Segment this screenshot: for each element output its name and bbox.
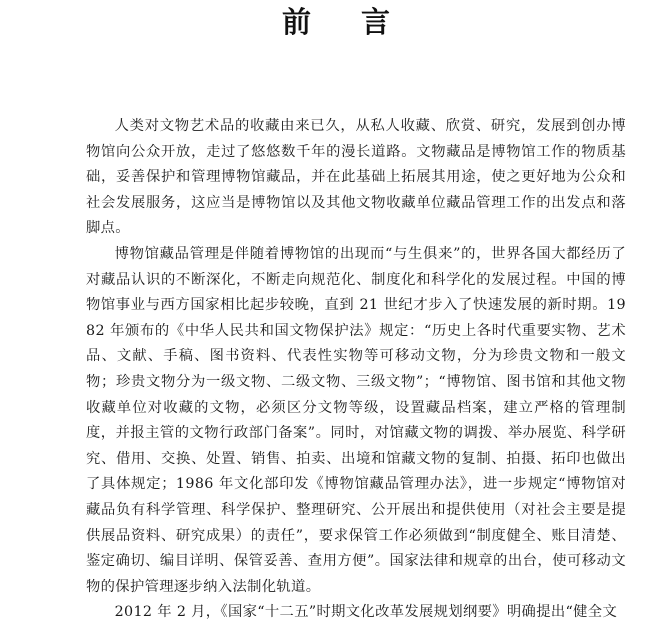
page-title: 前 言 [281, 5, 411, 39]
paragraph-3: 2012 年 2 月，《国家“十二五”时期文化改革发展规划纲要》明确提出“健全文 [114, 604, 618, 621]
paragraph-1: 人类对文物艺术品的收藏由来已久，从私人收藏、欣赏、研究，发展到创办博物馆向公众开放，走过了悠悠数千年的漫长道路。文物藏品是博物馆工作的物质基础，妥善保护和管理博物馆藏品，并在此基础上拓展其用途，使之更好地为公众和社会发展服务，这应当是博物馆以及其他文物收藏单位藏品管理工作的出发点和落脚点。 [86, 118, 626, 237]
body-text [86, 114, 626, 626]
paragraph-2: 博物馆藏品管理是伴随着博物馆的出现而“与生俱来”的，世界各国大都经历了对藏品认识的不断深化，不断走向规范化、制度化和科学化的发展过程。中国的博物馆事业与西方国家相比起步较晚，直到 21 世纪才步入了快速发展的新时期。1982 年颁布的《中华人民共和国文物保护法》规定：“历史上各时代重要实物、艺术品、文献、手稿、图书资料、代表性实物等可移动文物，分为珍贵文物和一般文物；珍贵文物分为一级文物、二级文物、三级文物”；“博物馆、图书馆和其他文物收藏单位对收藏的文物，必须区分文物等级，设置藏品档案，建立严格的管理制度，并报主管的文物行政部门备案”。同时，对馆藏文物的调拨、举办展览、科学研究、借用、交换、处置、销售、拍卖、出境和馆藏文物的复制、拍摄、拓印也做出了具体规定；1986 年文化部印发《博物馆藏品管理办法》，进一步规定“博物馆对藏品负有科学管理、科学保护、整理研究、公开展出和提供使用（对社会主要是提供展品资料、研究成果）的责任”，要求保管工作必须做到“制度健全、账目清楚、鉴定确切、编目详明、保管妥善、查用方便”。国家法律和规章的出台，使可移动文物的保护管理逐步纳入法制化轨道。 [86, 245, 626, 595]
